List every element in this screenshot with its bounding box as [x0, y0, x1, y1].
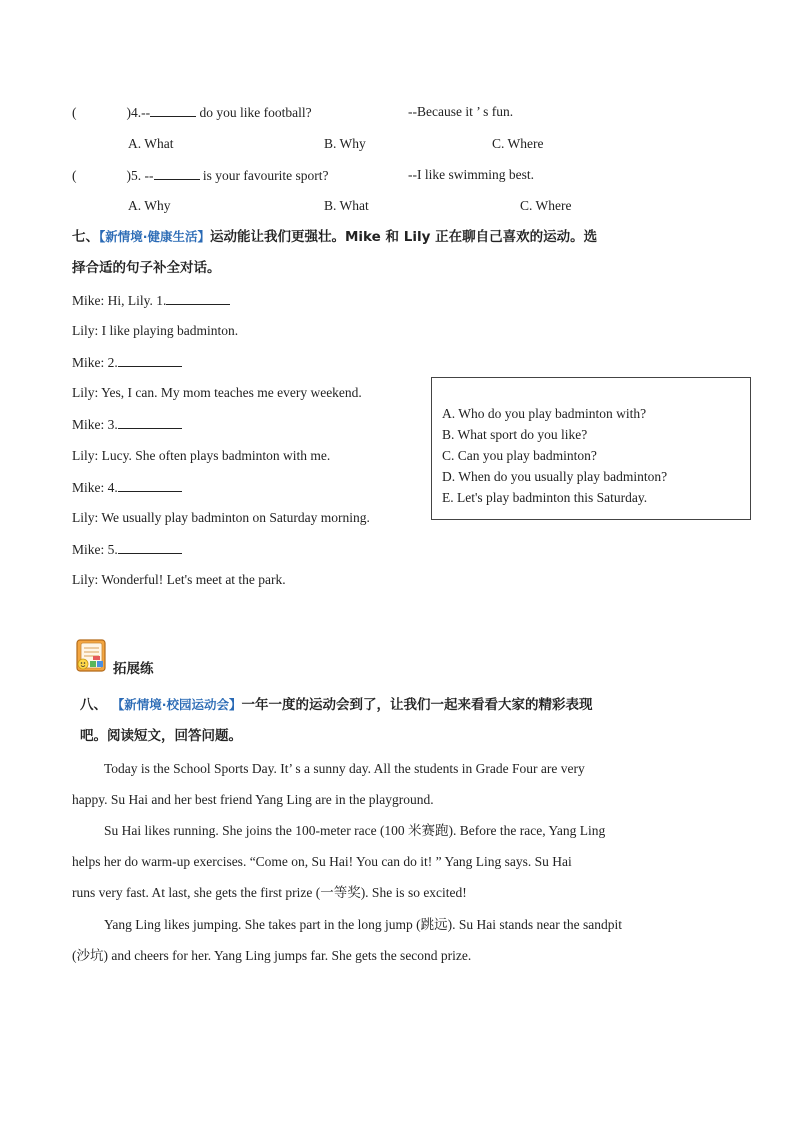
option-b: B. Why: [324, 136, 366, 151]
passage-p3-line2: (沙坑) and cheers for her. Yang Ling jumps far. She gets the second prize.: [72, 948, 472, 963]
dialogue-line-9: [72, 540, 182, 559]
option-c: C. Where: [492, 136, 544, 151]
option-a: A. Who do you play badminton with?: [442, 406, 647, 421]
dialogue-line-4: [72, 384, 362, 402]
fill-blank[interactable]: [150, 103, 196, 117]
line-text: Wonderful! Let's meet at the park.: [101, 572, 286, 587]
speaker: Lily:: [72, 510, 99, 525]
question-4-answer: --Because it ’ s fun.: [408, 104, 514, 119]
section-8-heading: [80, 696, 592, 714]
question-5-answer: --I like swimming best.: [408, 167, 534, 182]
option-b: B. What sport do you like?: [442, 427, 588, 442]
dialogue-line-5: [72, 415, 182, 434]
line-text: Yes, I can. My mom teaches me every weekend.: [101, 385, 362, 400]
option-e: E. Let's play badminton this Saturday.: [442, 490, 648, 505]
section-7-heading-line2: 择合适的句子补全对话。: [72, 260, 221, 276]
question-number: 4.--: [131, 105, 151, 120]
dialogue-line-1: [72, 291, 230, 310]
section-7-heading: [72, 228, 597, 246]
line-text: Hi, Lily. 1.: [107, 293, 167, 308]
fill-blank[interactable]: [118, 478, 182, 492]
speaker: Lily:: [72, 385, 99, 400]
option-a: A. Why: [128, 198, 171, 213]
speaker: Mike:: [72, 293, 105, 308]
passage-p1-line1: Today is the School Sports Day. It’ s a sunny day. All the students in Grade Four are very: [104, 761, 585, 776]
answer-paren-open: (: [72, 168, 77, 183]
fill-blank[interactable]: [118, 540, 182, 554]
context-tag: 【新情境·校园运动会】: [111, 697, 242, 712]
option-a: A. What: [128, 136, 174, 151]
option-b: B. What: [324, 198, 369, 213]
extension-label: 拓展练: [113, 661, 154, 677]
dialogue-line-8: [72, 509, 370, 527]
passage-p2-line1: Su Hai likes running. She joins the 100-meter race (100 米赛跑). Before the race, Yang Ling: [104, 823, 606, 838]
passage-p2-line2: helps her do warm-up exercises. “Come on, Su Hai! You can do it! ” Yang Ling says. Su Hai: [72, 854, 572, 869]
line-text: I like playing badminton.: [101, 323, 239, 338]
answer-paren-open: (: [72, 105, 77, 120]
dialogue-line-3: [72, 353, 182, 372]
question-4: [72, 103, 312, 122]
passage-p3-line1: Yang Ling likes jumping. She takes part in the long jump (跳远). Su Hai stands near the sandpit: [104, 917, 622, 932]
context-tag: 【新情境·健康生活】: [99, 229, 210, 244]
speaker: Mike:: [72, 542, 105, 557]
question-stem: is your favourite sport?: [202, 168, 329, 183]
question-stem: do you like football?: [199, 105, 312, 120]
instruction-text: 一年一度的运动会到了，让我们一起来看看大家的精彩表现: [241, 697, 593, 713]
speaker: Mike:: [72, 417, 105, 432]
notebook-icon: [73, 637, 109, 673]
option-c: C. Can you play badminton?: [442, 448, 597, 463]
instruction-text: 运动能让我们更强壮。Mike 和 Lily 正在聊自己喜欢的运动。选: [210, 229, 598, 245]
dialogue-line-10: [72, 571, 286, 589]
section-8-heading-line2: 吧。阅读短文，回答问题。: [80, 728, 242, 744]
option-d: D. When do you usually play badminton?: [442, 469, 668, 484]
line-text: 5.: [107, 542, 118, 557]
line-text: 4.: [107, 480, 118, 495]
dialogue-line-6: [72, 447, 330, 465]
question-5: [72, 166, 328, 185]
line-text: 3.: [107, 417, 118, 432]
options-box: [431, 377, 751, 520]
speaker: Mike:: [72, 355, 105, 370]
passage-p2-line3: runs very fast. At last, she gets the first prize (一等奖). She is so excited!: [72, 885, 467, 900]
answer-paren-close: ): [126, 105, 131, 120]
speaker: Lily:: [72, 323, 99, 338]
question-number: 5. --: [131, 168, 154, 183]
dialogue-line-2: [72, 322, 238, 340]
line-text: 2.: [107, 355, 118, 370]
speaker: Lily:: [72, 572, 99, 587]
fill-blank[interactable]: [154, 166, 200, 180]
speaker: Lily:: [72, 448, 99, 463]
fill-blank[interactable]: [118, 353, 182, 367]
dialogue-line-7: [72, 478, 182, 497]
fill-blank[interactable]: [166, 291, 230, 305]
line-text: Lucy. She often plays badminton with me.: [101, 448, 331, 463]
option-c: C. Where: [520, 198, 572, 213]
passage-p1-line2: happy. Su Hai and her best friend Yang Ling are in the playground.: [72, 792, 434, 807]
answer-paren-close: ): [126, 168, 131, 183]
section-number: 七、: [72, 229, 99, 245]
speaker: Mike:: [72, 480, 105, 495]
fill-blank[interactable]: [118, 415, 182, 429]
line-text: We usually play badminton on Saturday morning.: [101, 510, 370, 525]
section-number: 八、: [80, 697, 107, 713]
